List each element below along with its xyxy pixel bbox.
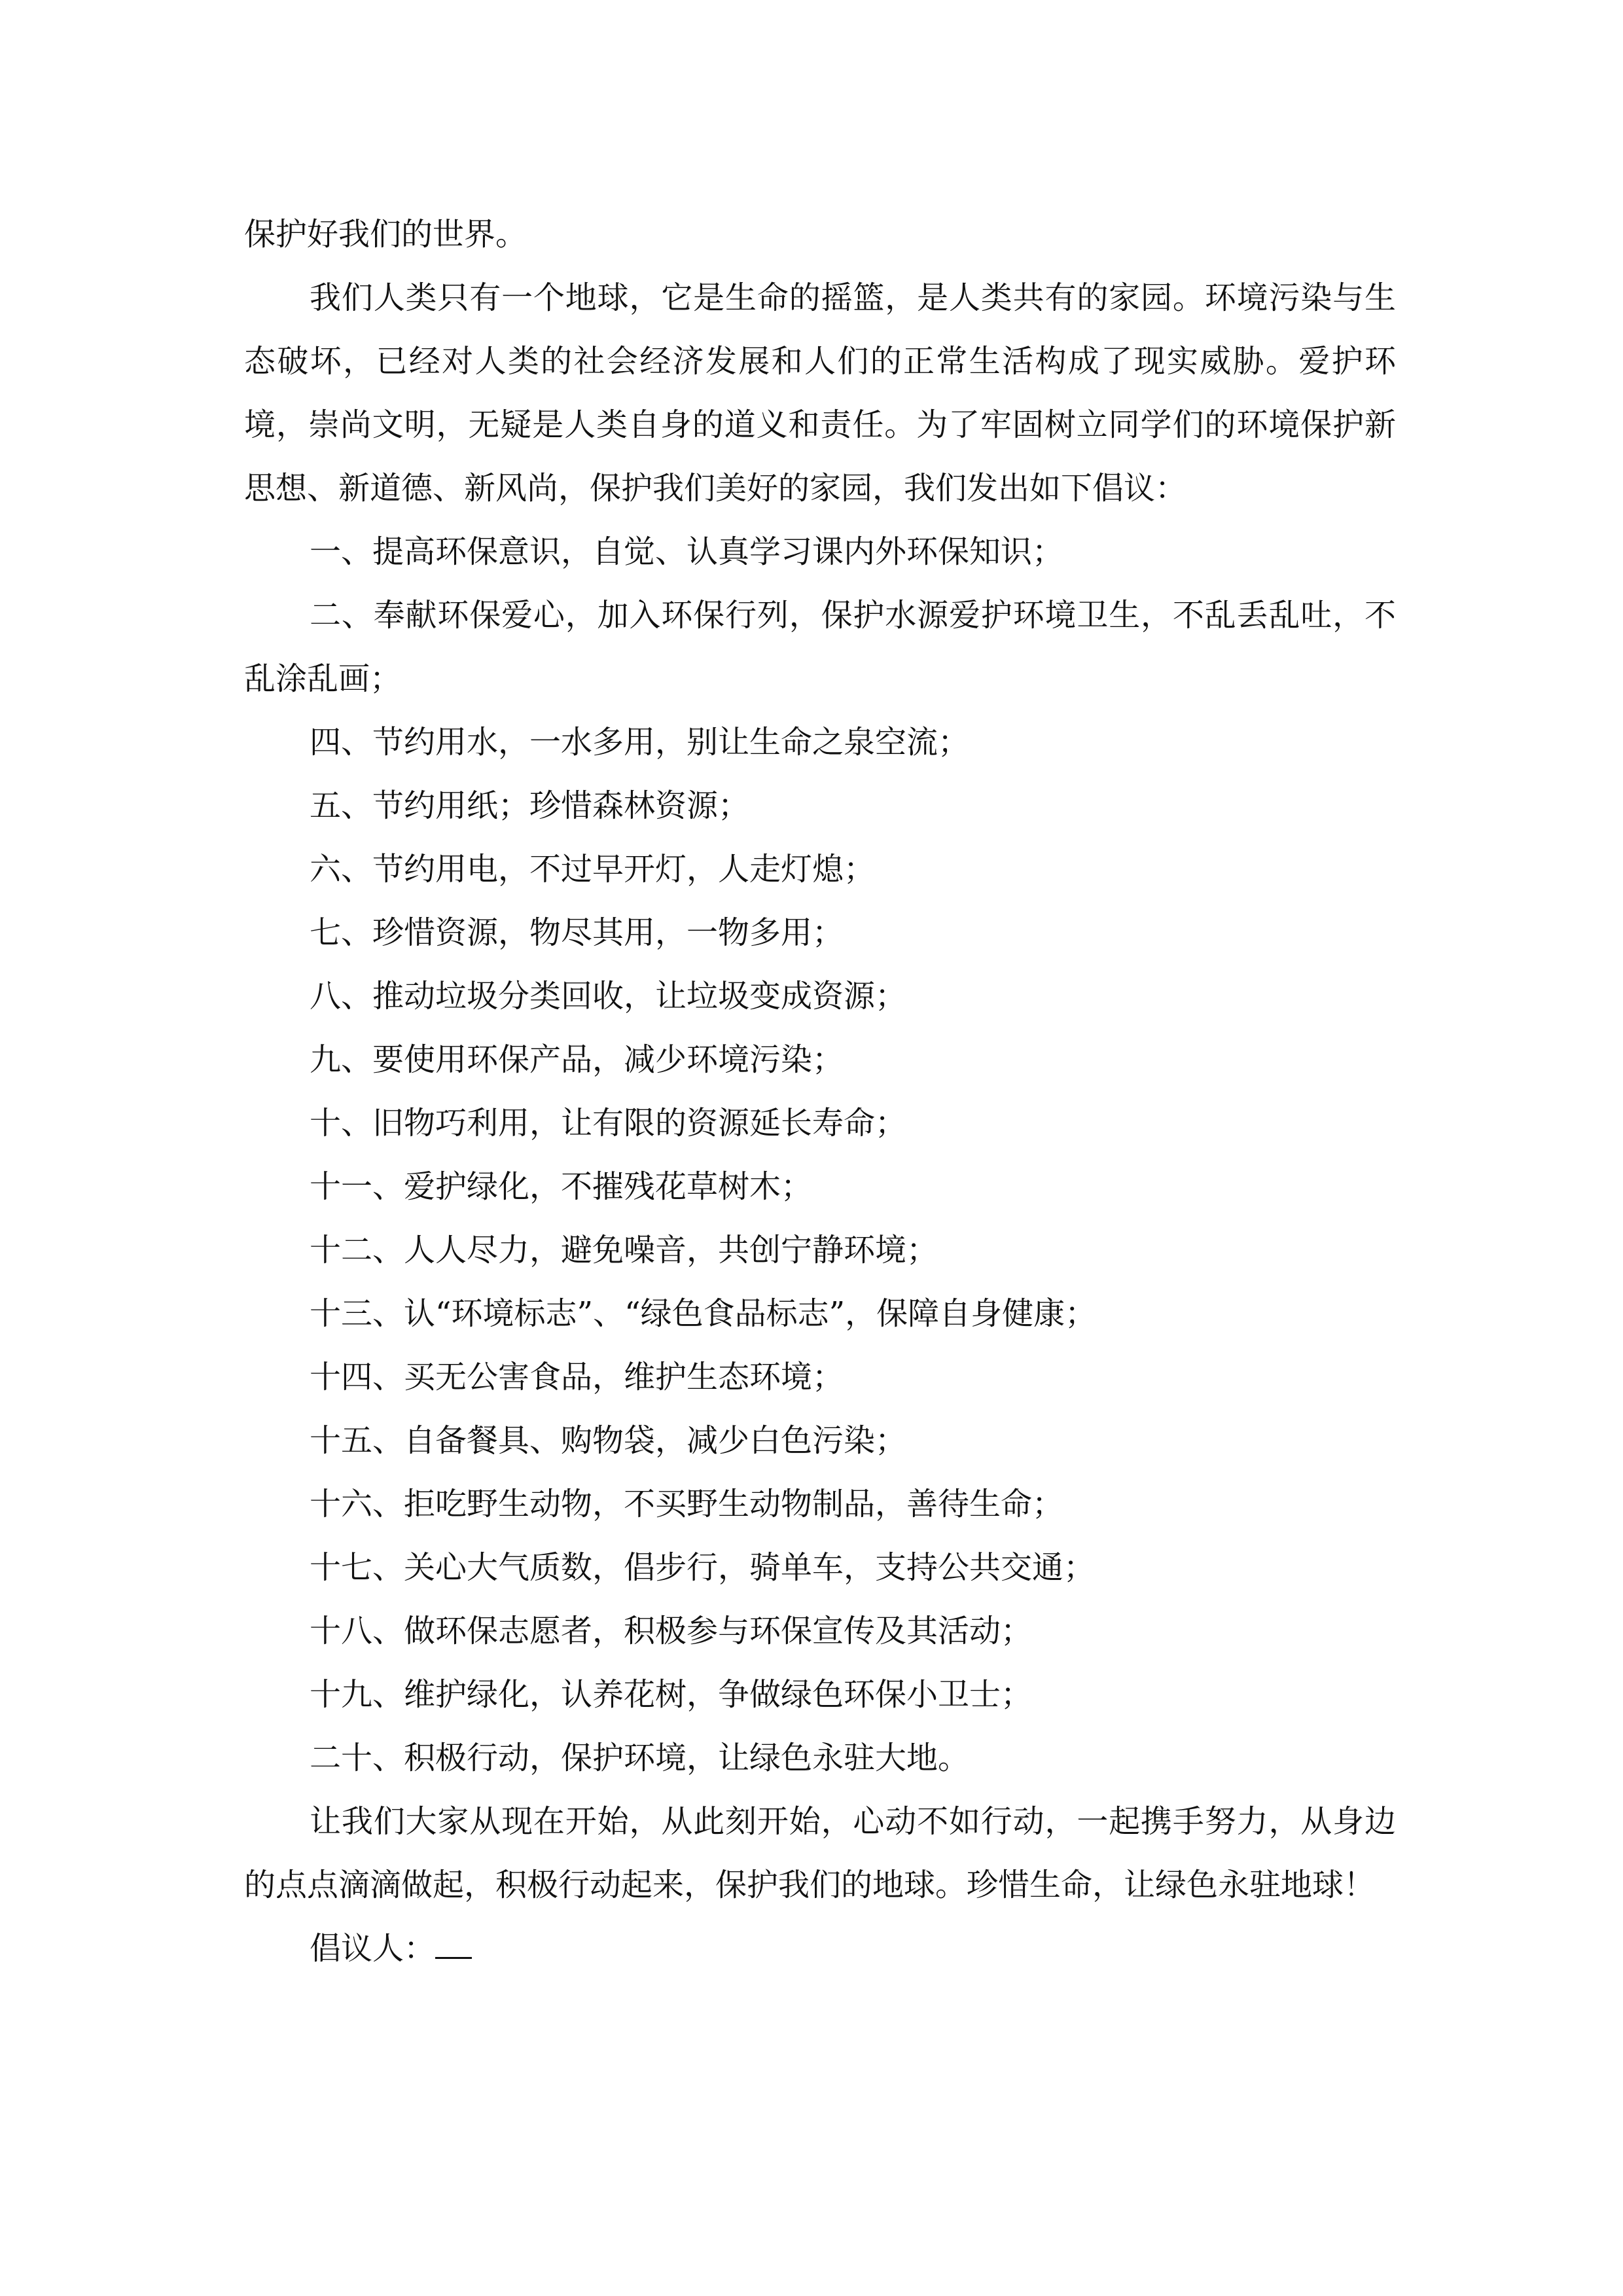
proposal-item: 二十、积极行动，保护环境，让绿色永驻大地。 (310, 1740, 970, 1776)
signature-line (244, 1917, 1396, 1981)
signature-label: 倡议人： (310, 1930, 436, 1967)
proposal-item: 十六、拒吃野生动物，不买野生动物制品，善待生命； (310, 1486, 1064, 1522)
proposal-item: 十八、做环保志愿者，积极参与环保宣传及其活动； (310, 1613, 1033, 1649)
closing-paragraph: 让我们大家从现在开始，从此刻开始，心动不如行动，一起携手努力，从身边的点点滴滴做起，积极行动起来，保护我们的地球。珍惜生命，让绿色永驻地球！ (244, 1803, 1396, 1903)
proposal-item: 十一、爱护绿化，不摧残花草树木； (310, 1168, 813, 1205)
proposal-item: 五、节约用纸；珍惜森林资源； (310, 787, 750, 824)
proposal-item: 十二、人人尽力，避免噪音，共创宁静环境； (310, 1232, 938, 1268)
proposal-item: 二、奉献环保爱心，加入环保行列，保护水源爱护环境卫生，不乱丢乱吐，不乱涂乱画； (244, 597, 1396, 697)
proposal-item: 一、提高环保意识，自觉、认真学习课内外环保知识； (310, 533, 1064, 570)
proposal-item: 十三、认“环境标志”、“绿色食品标志”，保障自身健康； (310, 1295, 1097, 1332)
proposal-item: 十四、买无公害食品，维护生态环境； (310, 1359, 844, 1395)
proposal-item: 十九、维护绿化，认养花树，争做绿色环保小卫士； (310, 1676, 1033, 1713)
proposal-item: 七、珍惜资源，物尽其用，一物多用； (310, 914, 844, 951)
proposal-item: 九、要使用环保产品，减少环境污染； (310, 1041, 844, 1078)
intro-tail-text: 保护好我们的世界。 (244, 216, 527, 253)
proposal-item: 十七、关心大气质数，倡步行，骑单车，支持公共交通； (310, 1549, 1096, 1586)
proposal-paragraph: 我们人类只有一个地球，它是生命的摇篮，是人类共有的家园。环境污染与生态破坏，已经对人类的社会经济发展和人们的正常生活构成了现实威胁。爱护环境，崇尚文明，无疑是人类自身的道义和责任。为了牢固树立同学们的环境保护新思想、新道德、新风尚，保护我们美好的家园，我们发出如下倡议： (244, 279, 1396, 507)
proposal-item: 六、节约用电，不过早开灯，人走灯熄； (310, 851, 876, 888)
signature-blank (435, 1931, 472, 1959)
document-body (244, 203, 1396, 1981)
proposal-item: 八、推动垃圾分类回收，让垃圾变成资源； (310, 978, 907, 1014)
proposal-item: 十五、自备餐具、购物袋，减少白色污染； (310, 1422, 907, 1459)
proposal-item: 十、旧物巧利用，让有限的资源延长寿命； (310, 1105, 907, 1141)
proposal-item: 四、节约用水，一水多用，别让生命之泉空流； (310, 724, 970, 761)
